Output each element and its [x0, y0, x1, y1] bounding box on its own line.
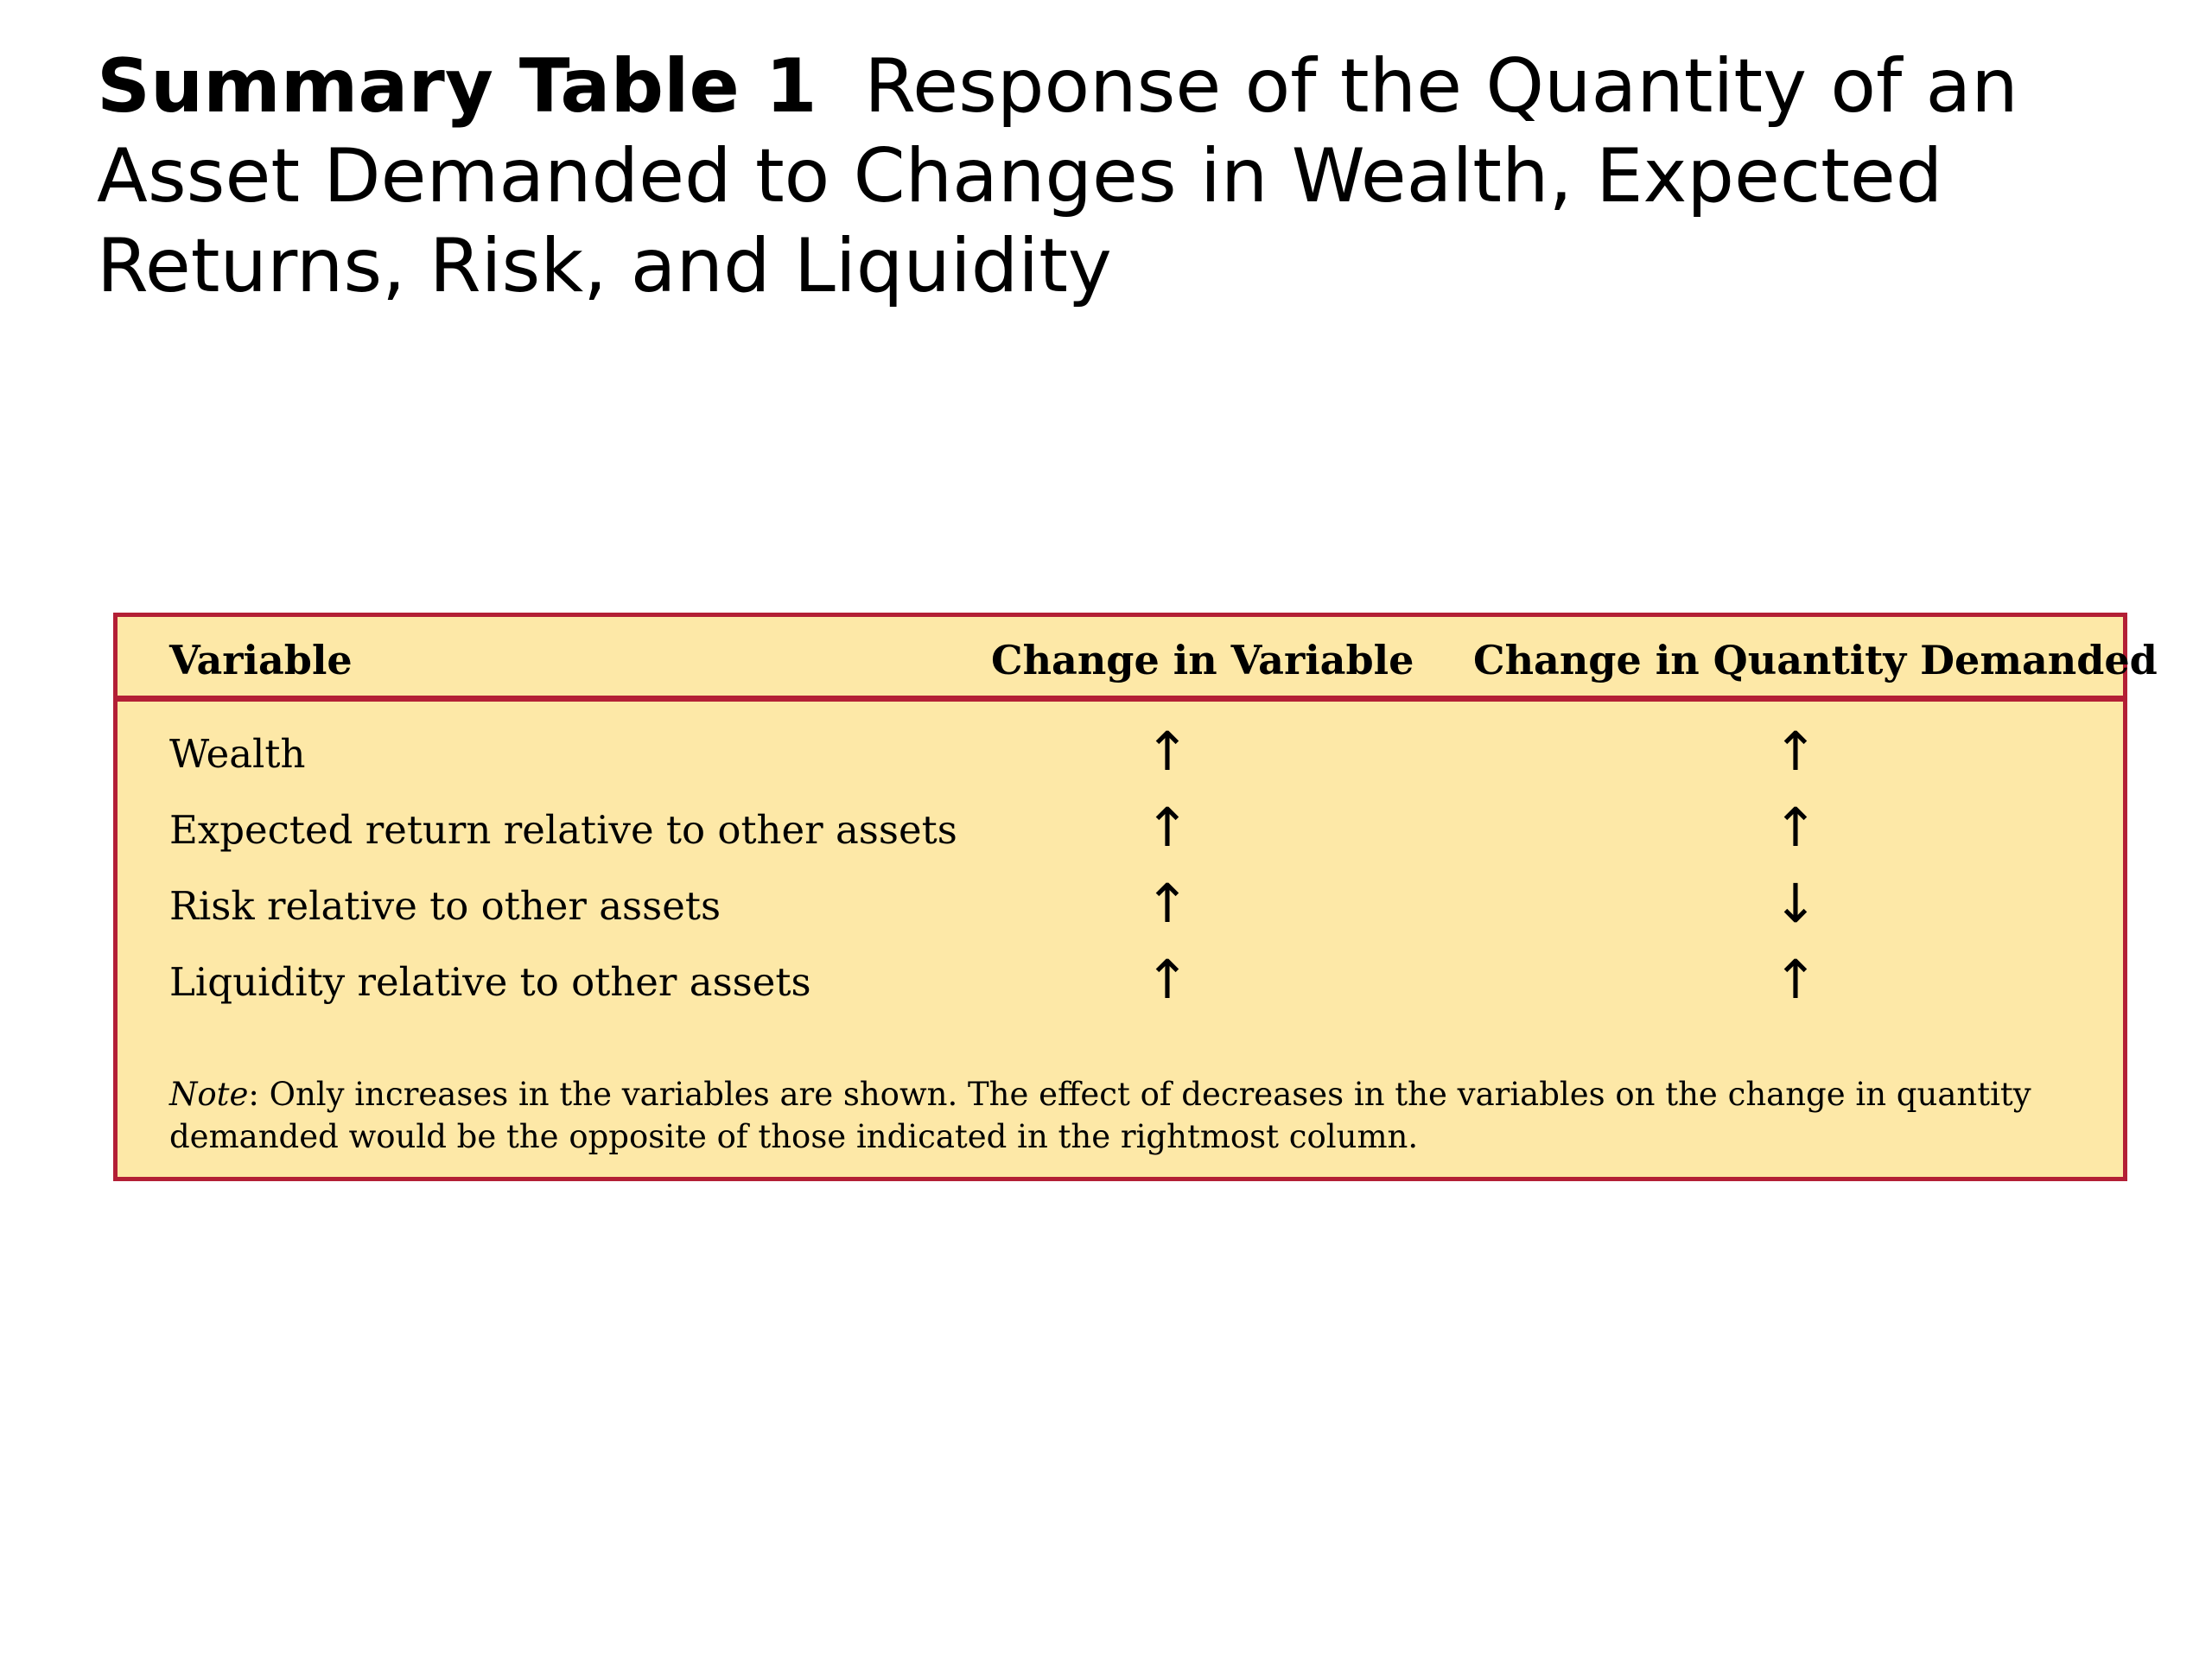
column-header-change-in-variable: Change in Variable — [991, 637, 1414, 683]
table-row — [118, 793, 2123, 869]
up-arrow-icon: ↑ — [1145, 948, 1190, 1011]
up-arrow-icon: ↑ — [1145, 872, 1190, 935]
up-arrow-icon: ↑ — [1145, 720, 1190, 783]
row-label: Expected return relative to other assets — [169, 807, 957, 853]
page-title — [97, 41, 2084, 311]
table-note — [169, 1073, 2088, 1158]
table-row — [118, 869, 2123, 945]
row-label: Liquidity relative to other assets — [169, 959, 811, 1005]
up-arrow-icon: ↑ — [1145, 796, 1190, 859]
title-text: Response of the Quantity of an Asset Demanded to Changes in Wealth, Expected Returns, Risk, and Liquidity — [97, 43, 2018, 309]
title-table-number: Summary Table 1 — [97, 43, 817, 130]
column-header-change-in-quantity: Change in Quantity Demanded — [1473, 637, 2158, 683]
table-header-row — [118, 617, 2158, 702]
down-arrow-icon: ↓ — [1773, 872, 1818, 935]
column-header-variable: Variable — [169, 637, 353, 683]
table-row — [118, 945, 2123, 1021]
note-label: Note — [169, 1076, 249, 1113]
row-label: Risk relative to other assets — [169, 883, 721, 929]
up-arrow-icon: ↑ — [1773, 796, 1818, 859]
up-arrow-icon: ↑ — [1773, 948, 1818, 1011]
row-label: Wealth — [169, 731, 306, 777]
up-arrow-icon: ↑ — [1773, 720, 1818, 783]
summary-table — [113, 613, 2158, 1181]
note-text: : Only increases in the variables are shown. The effect of decreases in the variables on the change in quantity demanded would be the opposite of those indicated in the rightmost column. — [169, 1076, 2031, 1155]
table-row — [118, 717, 2123, 793]
